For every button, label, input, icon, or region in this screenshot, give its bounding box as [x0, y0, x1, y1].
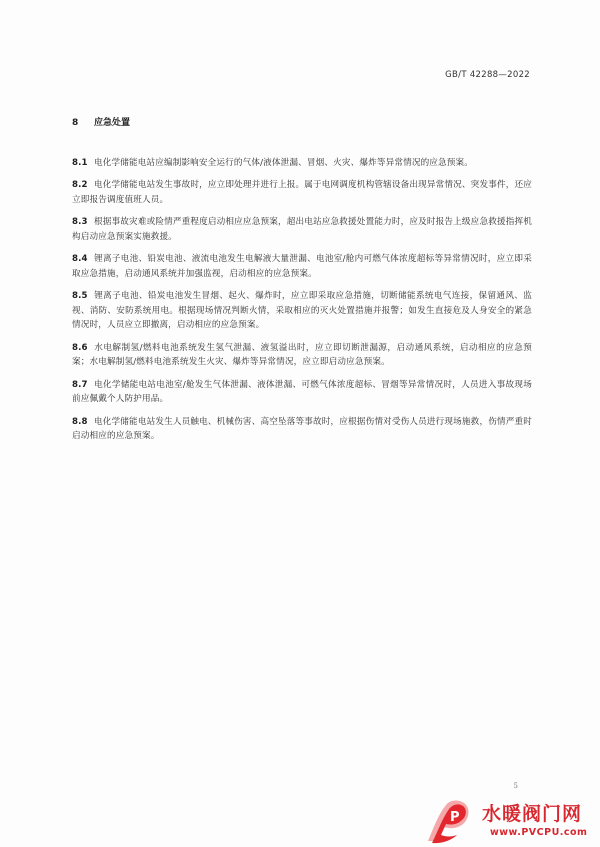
clause-list — [72, 147, 532, 447]
watermark-logo-icon — [424, 797, 474, 845]
standard-code: GB/T 42288—2022 — [445, 70, 530, 80]
clause-text: 电化学储能电站发生事故时，应立即处理并进行上报。属于电网调度机构管辖设备出现异常情况、突发事件，还应立即报告调度值班人员。 — [72, 180, 532, 205]
section-heading — [72, 115, 130, 128]
clause-number: 8.6 — [72, 342, 88, 353]
site-watermark — [420, 795, 600, 847]
clause-8-8 — [72, 415, 532, 443]
section-number: 8 — [72, 118, 79, 128]
clause-text: 锂离子电池、铅炭电池发生冒烟、起火、爆炸时，应立即采取应急措施，切断储能系统电气连接，保留通风、监视、消防、安防系统用电。根据现场情况判断火情，采取相应的灭火处置措施并报警；如发生直接危及人身安全的紧急情况时，人员应立即撤离，启动相应的应急预案。 — [72, 291, 532, 330]
page-number: 5 — [513, 782, 518, 790]
clause-number: 8.8 — [72, 416, 88, 427]
clause-number: 8.1 — [72, 157, 88, 168]
clause-8-1 — [72, 156, 532, 170]
clause-8-5 — [72, 289, 532, 332]
clause-text: 电化学储能电站应编制影响安全运行的气体/液体泄漏、冒烟、火灾、爆炸等异常情况的应急预案。 — [94, 157, 474, 168]
watermark-site-name: 水暖阀门网 — [482, 803, 583, 825]
watermark-url: www.PVCPU.com — [490, 827, 588, 838]
clause-text: 锂离子电池、铅炭电池、液流电池发生电解液大量泄漏、电池室/舱内可燃气体浓度超标等异常情况时，应立即采取应急措施，启动通风系统并加强监视，启动相应的应急预案。 — [72, 254, 532, 279]
clause-8-6 — [72, 341, 532, 369]
clause-text: 水电解制氢/燃料电池系统发生氢气泄漏、液氢溢出时，应立即切断泄漏源，启动通风系统，启动相应的应急预案；水电解制氢/燃料电池系统发生火灾、爆炸等异常情况，应立即启动应急预案。 — [72, 342, 532, 367]
clause-number: 8.2 — [72, 180, 88, 191]
clause-text: 电化学储能电站电池室/舱发生气体泄漏、液体泄漏、可燃气体浓度超标、冒烟等异常情况时，人员进入事故现场前应佩戴个人防护用品。 — [72, 379, 532, 404]
section-title-text: 应急处置 — [94, 118, 131, 128]
watermark-logo-letter: P — [450, 810, 460, 825]
clause-8-2 — [72, 178, 532, 206]
clause-number: 8.4 — [72, 254, 88, 265]
clause-number: 8.3 — [72, 217, 88, 228]
clause-8-4 — [72, 252, 532, 280]
clause-number: 8.5 — [72, 291, 88, 302]
clause-8-3 — [72, 215, 532, 243]
clause-8-7 — [72, 378, 532, 406]
clause-number: 8.7 — [72, 379, 88, 390]
clause-text: 根据事故灾难或险情严重程度启动相应应急预案，超出电站应急救援处置能力时，应及时报告上级应急救援指挥机构启动应急预案实施救援。 — [72, 217, 532, 242]
clause-text: 电化学储能电站发生人员触电、机械伤害、高空坠落等事故时，应根据伤情对受伤人员进行现场施救，伤情严重时启动相应的应急预案。 — [72, 416, 532, 441]
